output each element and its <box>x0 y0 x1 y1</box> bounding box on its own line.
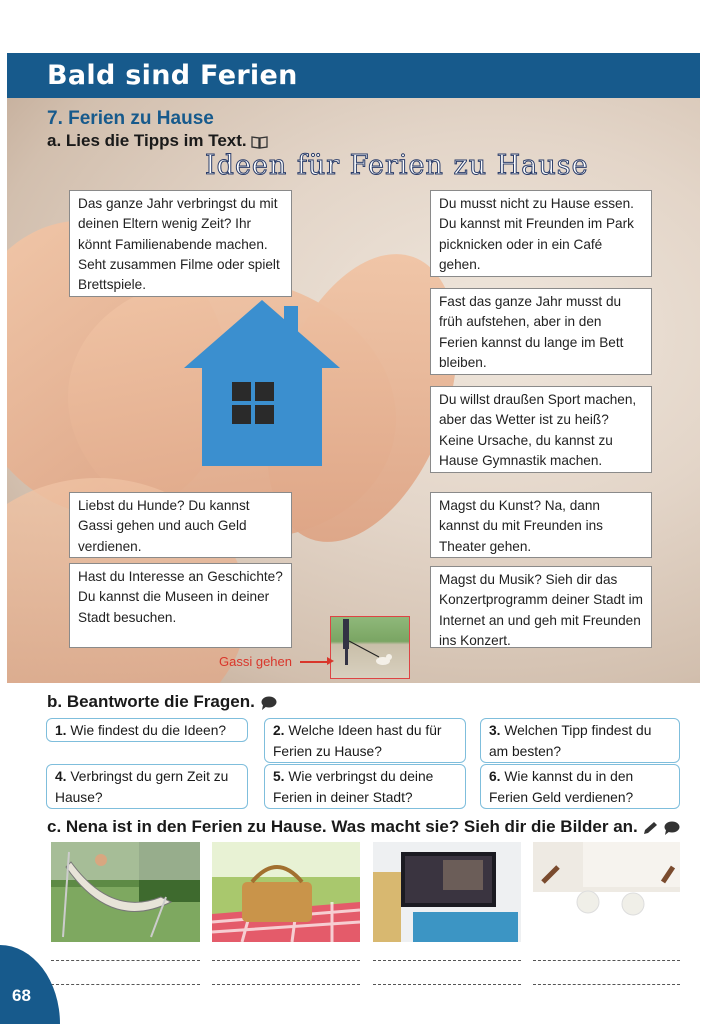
question-number: 5. <box>273 769 285 784</box>
question-6 <box>480 764 680 809</box>
tip-dog-walking: Liebst du Hunde? Du kannst Gassi gehen und auch Geld verdienen. <box>69 492 292 558</box>
tv-photo <box>373 842 521 942</box>
book-icon <box>251 135 268 149</box>
speech-bubble-icon <box>260 696 277 710</box>
face-masks-photo <box>533 842 680 942</box>
answer-line[interactable] <box>533 960 680 961</box>
question-number: 1. <box>55 723 67 738</box>
answer-line[interactable] <box>533 984 680 985</box>
task-c-label: c. Nena ist in den Ferien zu Hause. Was macht sie? Sieh dir die Bilder an. <box>47 817 638 836</box>
tip-concert: Magst du Musik? Sieh dir das Konzertprogramm deiner Stadt im Internet an und geh mit Freunden ins Konzert. <box>430 566 652 648</box>
answer-line[interactable] <box>51 984 200 985</box>
answer-line[interactable] <box>373 984 521 985</box>
tip-theater: Magst du Kunst? Na, dann kannst du mit Freunden ins Theater gehen. <box>430 492 652 558</box>
dog-walking-photo <box>330 616 410 679</box>
page-number: 68 <box>12 986 31 1005</box>
question-number: 2. <box>273 723 285 738</box>
ideas-title: Ideen für Ferien zu Hause <box>205 150 589 181</box>
header-banner <box>7 53 700 98</box>
hammock-photo <box>51 842 200 942</box>
question-text: Welchen Tipp findest du am besten? <box>489 723 652 759</box>
question-text: Welche Ideen hast du für Ferien zu Hause? <box>273 723 442 759</box>
task-c-heading <box>47 817 680 837</box>
tip-picnic: Du musst nicht zu Hause essen. Du kannst mit Freunden im Park picknicken oder in ein Café gehen. <box>430 190 652 277</box>
tip-gymnastics: Du willst draußen Sport machen, aber das Wetter ist zu heiß? Keine Ursache, du kannst zu Hause Gymnastik machen. <box>430 386 652 473</box>
question-text: Wie kannst du in den Ferien Geld verdienen? <box>489 769 634 805</box>
answer-line[interactable] <box>212 960 360 961</box>
page-title: Bald sind Ferien <box>47 60 298 91</box>
question-number: 6. <box>489 769 501 784</box>
task-b-label: b. Beantworte die Fragen. <box>47 692 255 711</box>
tip-family-evenings: Das ganze Jahr verbringst du mit deinen Eltern wenig Zeit? Ihr könnt Familienabende machen. Seht zusammen Filme oder spielt Brettspiele. <box>69 190 292 297</box>
gassi-label: Gassi gehen <box>219 654 292 669</box>
page-corner <box>0 945 60 1024</box>
pencil-icon <box>642 821 658 835</box>
tip-museums: Hast du Interesse an Geschichte? Du kannst die Museen in deiner Stadt besuchen. <box>69 563 292 648</box>
arrow-right-icon <box>300 661 328 663</box>
task-a-label: a. Lies die Tipps im Text. <box>47 131 247 150</box>
picnic-basket-photo <box>212 842 360 942</box>
question-3 <box>480 718 680 763</box>
speech-bubble-icon <box>663 821 680 835</box>
question-text: Verbringst du gern Zeit zu Hause? <box>55 769 229 805</box>
question-2 <box>264 718 466 763</box>
paper-house-icon <box>182 298 342 468</box>
question-text: Wie findest du die Ideen? <box>70 723 227 738</box>
answer-line[interactable] <box>51 960 200 961</box>
question-1 <box>46 718 248 742</box>
question-number: 3. <box>489 723 501 738</box>
tip-sleep-late: Fast das ganze Jahr musst du früh aufstehen, aber in den Ferien kannst du lange im Bett bleiben. <box>430 288 652 375</box>
question-number: 4. <box>55 769 67 784</box>
answer-line[interactable] <box>373 960 521 961</box>
question-5 <box>264 764 466 809</box>
question-4 <box>46 764 248 809</box>
exercise-title: 7. Ferien zu Hause <box>47 108 214 129</box>
task-a-heading <box>47 131 268 151</box>
task-b-heading <box>47 692 277 712</box>
answer-line[interactable] <box>212 984 360 985</box>
question-text: Wie verbringst du deine Ferien in deiner Stadt? <box>273 769 434 805</box>
